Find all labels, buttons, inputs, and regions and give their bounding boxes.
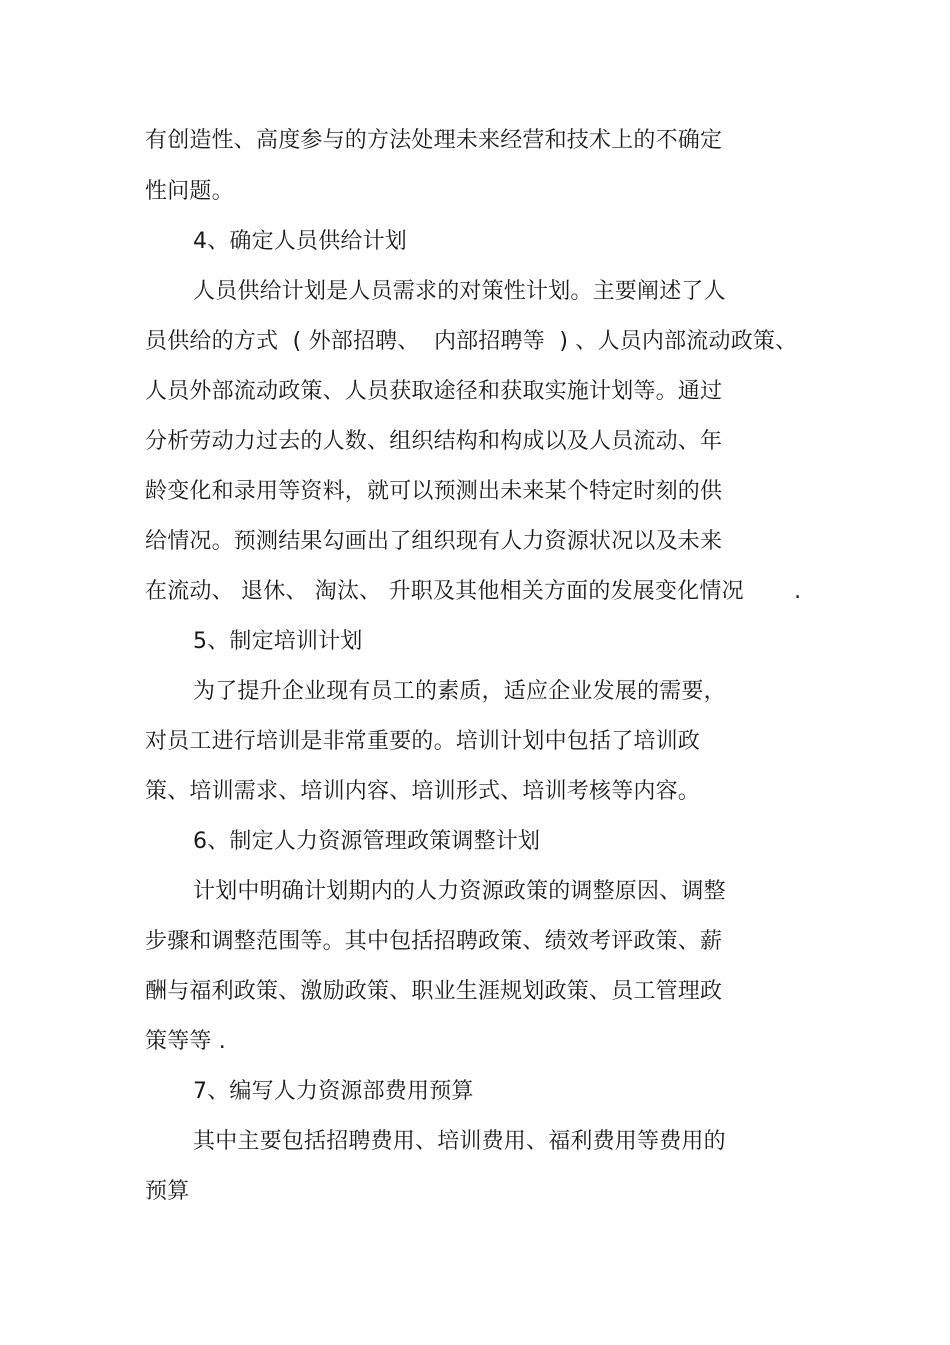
- section-heading-4: 4、确定人员供给计划: [193, 229, 407, 254]
- section-heading-5: 5、制定培训计划: [193, 629, 363, 654]
- paragraph-line: 人员供给计划是人员需求的对策性计划。主要阐述了人: [193, 279, 726, 304]
- paragraph-line: 策等等 .: [145, 1029, 226, 1054]
- paragraph-line: 有创造性、高度参与的方法处理未来经营和技术上的不确定: [145, 128, 723, 153]
- paragraph-line: 员供给的方式 ( 外部招聘、 内部招聘等 ) 、人员内部流动政策、: [145, 329, 798, 354]
- paragraph-line: 龄变化和录用等资料，就可以预测出未来某个特定时刻的供: [145, 479, 723, 504]
- paragraph-line: 酬与福利政策、激励政策、职业生涯规划政策、员工管理政: [145, 979, 723, 1004]
- section-heading-6: 6、制定人力资源管理政策调整计划: [193, 829, 541, 854]
- paragraph-line: 步骤和调整范围等。其中包括招聘政策、绩效考评政策、薪: [145, 929, 723, 954]
- paragraph-line: 对员工进行培训是非常重要的。培训计划中包括了培训政: [145, 729, 701, 754]
- paragraph-line: 分析劳动力过去的人数、组织结构和构成以及人员流动、年: [145, 429, 723, 454]
- paragraph-line: 人员外部流动政策、人员获取途径和获取实施计划等。通过: [145, 379, 723, 404]
- paragraph-line: 其中主要包括招聘费用、培训费用、福利费用等费用的: [193, 1129, 726, 1154]
- paragraph-line: 计划中明确计划期内的人力资源政策的调整原因、调整: [193, 879, 726, 904]
- paragraph-line: 性问题。: [145, 179, 234, 204]
- section-heading-7: 7、编写人力资源部费用预算: [193, 1079, 474, 1104]
- paragraph-line: 给情况。预测结果勾画出了组织现有人力资源状况以及未来: [145, 529, 723, 554]
- paragraph-line: 在流动、 退休、 淘汰、 升职及其他相关方面的发展变化情况 .: [145, 579, 802, 604]
- paragraph-line: 为了提升企业现有员工的素质，适应企业发展的需要，: [193, 679, 726, 704]
- paragraph-line: 预算: [145, 1179, 190, 1204]
- paragraph-line: 策、培训需求、培训内容、培训形式、培训考核等内容。: [145, 779, 701, 804]
